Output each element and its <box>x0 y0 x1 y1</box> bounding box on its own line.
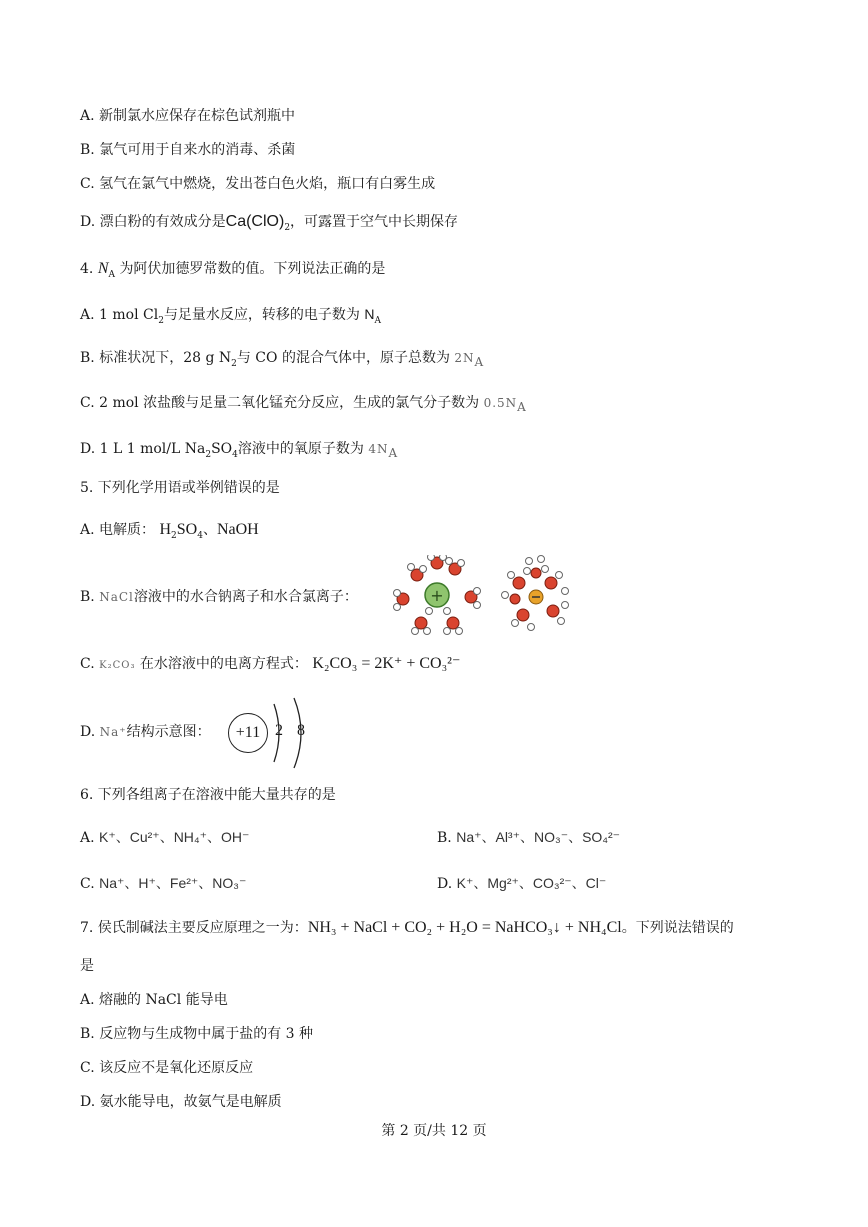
q5-a-sep: 、 <box>202 522 217 538</box>
q5-option-c <box>80 654 460 676</box>
q4-d-sub4: 4 <box>232 449 238 460</box>
q5-a-text: A. 电解质： <box>80 522 156 538</box>
q3-d-post: ，可露置于空气中长期保存 <box>290 214 459 230</box>
q4-stem <box>80 259 385 285</box>
q4-a-text: A. 1 mol Cl <box>80 307 159 323</box>
shell-1-electrons: 2 <box>275 722 283 739</box>
q6-b-ions: Na⁺、Al³⁺、NO₃⁻、SO₄²⁻ <box>456 829 621 845</box>
hydrated-sodium-ion <box>394 555 481 635</box>
q4-option-d <box>80 439 398 465</box>
q5-option-d <box>80 722 211 742</box>
page-footer: 第 2 页/共 12 页 <box>381 1123 487 1139</box>
q4-d-value-sub: A <box>388 445 399 460</box>
q5-a-h2so4-sub4: 4 <box>197 530 203 541</box>
q4-stem-text: 为阿伏加德罗常数的值。下列说法正确的是 <box>119 261 386 277</box>
hydrated-chloride-ion <box>502 556 569 631</box>
q7-option-d: D. 氨水能导电，故氨气是电解质 <box>80 1094 282 1110</box>
q7-stem-pre: 7. 侯氏制碱法主要反应原理之一为： <box>80 920 308 936</box>
na-nucleus: +11 <box>228 713 268 753</box>
q4-b-value-sub: A <box>474 354 485 369</box>
q4-option-a <box>80 304 381 331</box>
q5-option-b <box>80 587 358 607</box>
q5-a-h2so4-sub: 2 <box>171 530 177 541</box>
q7-option-a: A. 熔融的 NaCl 能导电 <box>80 992 228 1008</box>
q7-stem <box>80 918 734 938</box>
q4-c-value-sub: A <box>517 399 527 414</box>
shell-2-electrons: 8 <box>297 722 305 739</box>
q4-number: 4. <box>80 261 94 277</box>
q3-d-text: D. 漂白粉的有效成分是 <box>80 214 226 230</box>
q4-c-text: C. 2 mol 浓盐酸与足量二氧化锰充分反应，生成的氯气分子数为 <box>80 395 480 411</box>
q3-d-sub: 2 <box>284 222 291 233</box>
q5-stem: 5. 下列化学用语或举例错误的是 <box>80 480 280 496</box>
q4-option-b <box>80 348 484 374</box>
q6-option-a <box>80 827 249 848</box>
q6-option-d <box>437 873 606 894</box>
q3-option-d <box>80 212 458 238</box>
q6-option-b <box>437 827 620 848</box>
q5-b-letter: B. <box>80 589 95 605</box>
q7-stem-end: 是 <box>80 958 94 974</box>
q4-na-sub: A <box>108 269 115 280</box>
q6-b-letter: B. <box>437 830 452 846</box>
q4-na-symbol: N <box>97 260 109 277</box>
q6-d-letter: D. <box>437 876 453 892</box>
q7-option-b: B. 反应物与生成物中属于盐的有 3 种 <box>80 1026 313 1042</box>
q4-b-text: B. 标准状况下，28 g N <box>80 350 232 366</box>
q4-a-mid: 与足量水反应，转移的电子数为 <box>163 307 360 323</box>
q6-option-c <box>80 873 246 894</box>
q5-d-na: Na⁺ <box>99 725 127 739</box>
q5-d-text: 结构示意图： <box>126 724 211 740</box>
svg-text:+: + <box>430 586 444 605</box>
q4-d-post: 溶液中的氧原子数为 <box>237 441 364 457</box>
q4-d-text: D. 1 L 1 mol/L Na <box>80 441 206 457</box>
q5-c-k2co3: K₂CO₃ <box>99 660 136 671</box>
q3-option-c: C. 氢气在氯气中燃烧，发出苍白色火焰，瓶口有白雾生成 <box>80 176 436 192</box>
q4-b-value: 2N <box>454 351 475 365</box>
q5-c-equation: K₂CO₃ = 2K⁺ + CO₃²⁻ <box>312 655 461 672</box>
q6-a-letter: A. <box>80 830 95 846</box>
q4-a-sub: 2 <box>158 315 164 326</box>
q6-d-ions: K⁺、Mg²⁺、CO₃²⁻、Cl⁻ <box>456 875 607 891</box>
q6-a-ions: K⁺、Cu²⁺、NH₄⁺、OH⁻ <box>99 829 250 845</box>
q4-a-value: N <box>364 306 375 322</box>
q4-d-mid: SO <box>211 441 233 457</box>
q7-option-c: C. 该反应不是氧化还原反应 <box>80 1060 254 1076</box>
q5-c-text: 在水溶液中的电离方程式： <box>139 656 308 672</box>
q3-option-b: B. 氯气可用于自来水的消毒、杀菌 <box>80 142 296 158</box>
q5-b-nacl: NaCl <box>99 590 134 604</box>
q6-c-letter: C. <box>80 876 95 892</box>
q4-d-value: 4N <box>368 442 389 456</box>
q5-a-h2so4: H <box>159 521 172 538</box>
q4-b-mid: 与 CO 的混合气体中，原子总数为 <box>236 350 450 366</box>
q4-a-value-sub: A <box>374 315 382 326</box>
q7-equation: NH₃ + NaCl + CO₂ + H₂O = NaHCO₃↓ + NH₄Cl <box>307 919 622 936</box>
q4-b-sub: 2 <box>231 358 237 369</box>
q6-stem: 6. 下列各组离子在溶液中能大量共存的是 <box>80 787 336 803</box>
q5-d-letter: D. <box>80 724 96 740</box>
hydrated-ions-diagram <box>393 555 578 637</box>
q5-a-naoh: NaOH <box>216 521 259 538</box>
q5-b-text: 溶液中的水合钠离子和水合氯离子： <box>133 589 358 605</box>
q4-d-sub2: 2 <box>205 449 212 460</box>
q4-option-c <box>80 393 527 417</box>
q5-c-letter: C. <box>80 656 95 672</box>
q4-c-value: 0.5N <box>483 396 518 410</box>
q5-a-h2so4-b: SO <box>176 521 198 538</box>
q6-c-ions: Na⁺、H⁺、Fe²⁺、NO₃⁻ <box>99 875 247 891</box>
q7-stem-post: 。下列说法错误的 <box>621 920 734 936</box>
q3-option-a: A. 新制氯水应保存在棕色试剂瓶中 <box>80 108 296 124</box>
q3-d-formula: Ca(ClO) <box>225 213 285 230</box>
q5-option-a <box>80 520 259 546</box>
